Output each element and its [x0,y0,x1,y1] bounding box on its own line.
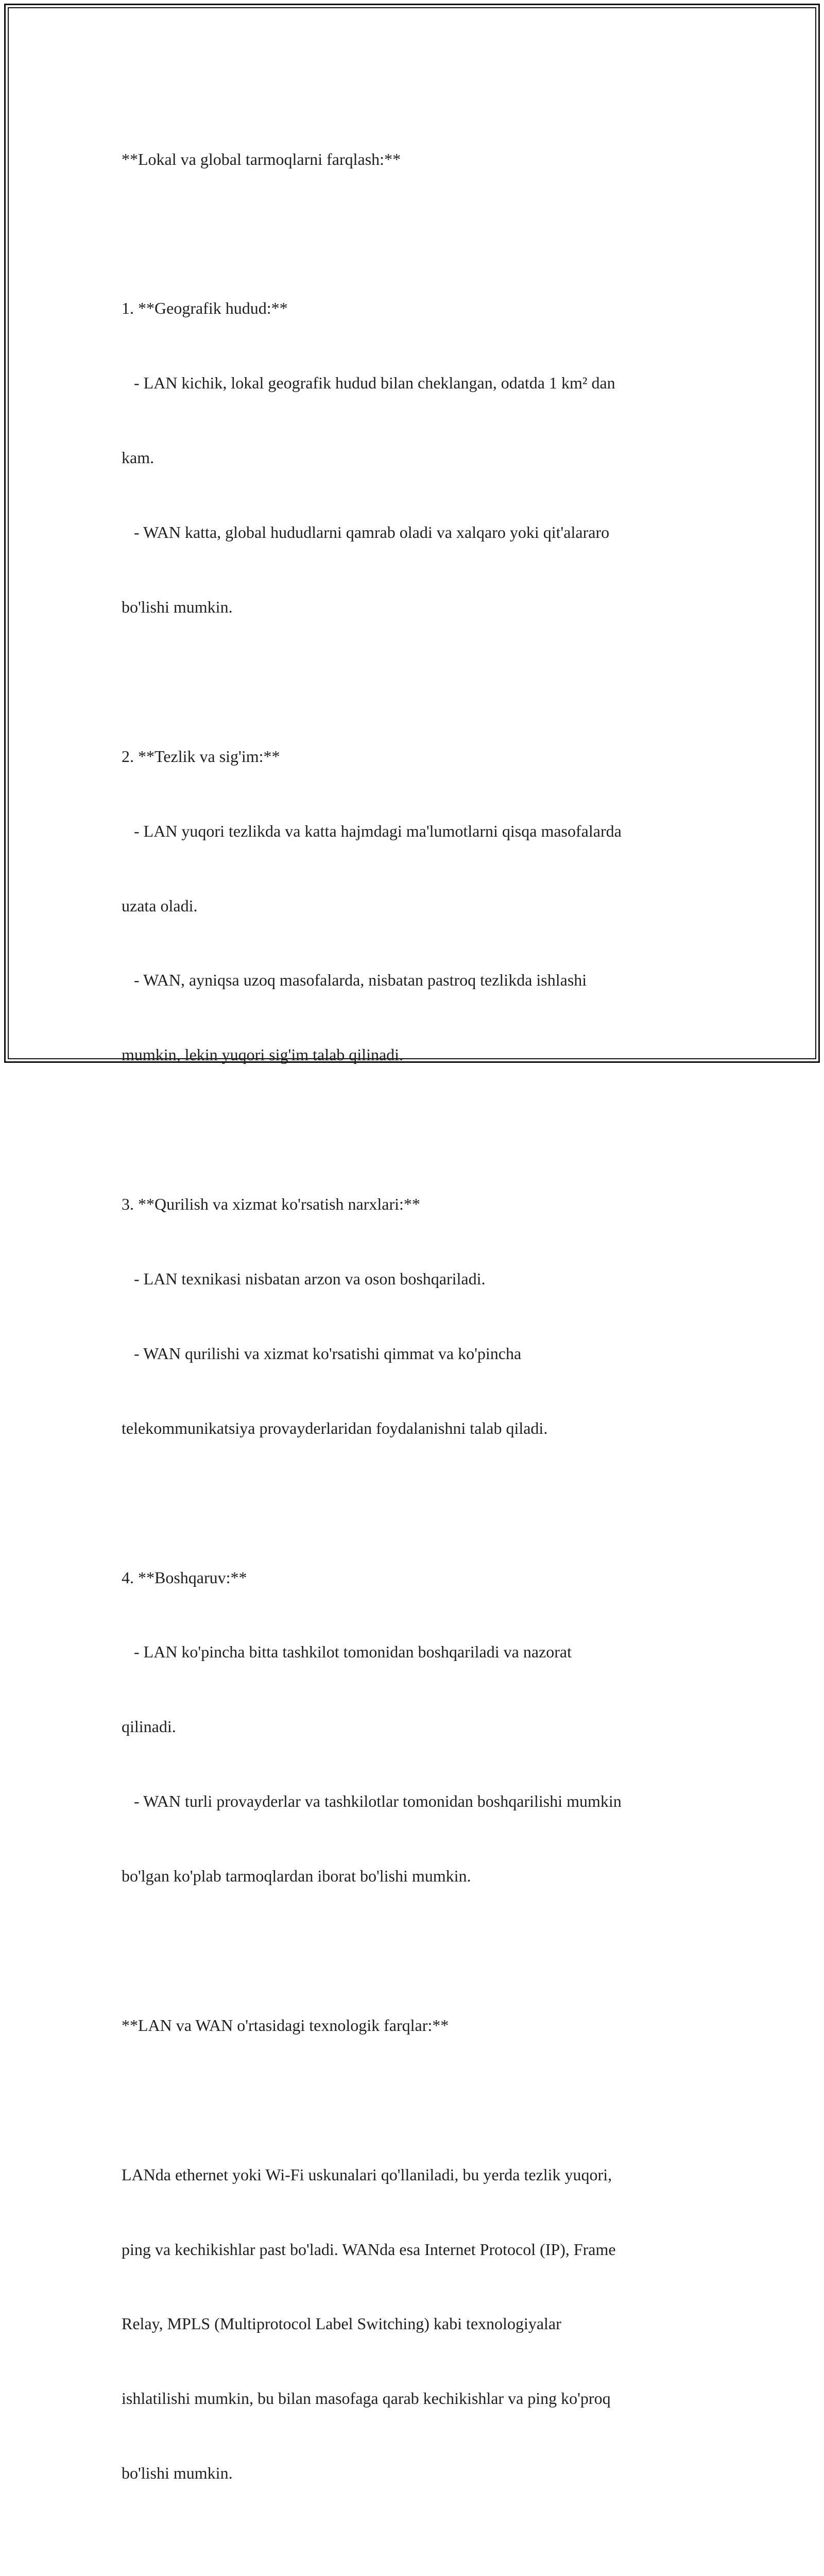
text-line: uzata oladi. [122,896,198,915]
section-heading-boshqaruv: 4. **Boshqaruv:** [122,1568,247,1587]
text-line: - LAN yuqori tezlikda va katta hajmdagi ma'lumotlarni qisqa masofalarda [122,821,622,840]
text-line: bo'lgan ko'plab tarmoqlardan iborat bo'lishi mumkin. [122,1867,471,1886]
text-line: - WAN katta, global hududlarni qamrab oladi va xalqaro yoki qit'alararo [122,523,610,542]
text-line: ishlatilishi mumkin, bu bilan masofaga qarab kechikishlar va ping ko'proq [122,2389,611,2408]
blank-line [122,221,703,246]
text-line: bo'lishi mumkin. [122,2464,233,2483]
document-body [122,97,703,2576]
section-heading-texnologik-farqlar: **LAN va WAN o'rtasidagi texnologik farqlar:** [122,2015,449,2035]
text-line: - LAN texnikasi nisbatan arzon va oson boshqariladi. [122,1269,486,1288]
text-line: mumkin, lekin yuqori sig'im talab qilinadi. [122,1045,404,1064]
blank-line [122,1490,703,1515]
text-line: - WAN, ayniqsa uzoq masofalarda, nisbatan pastroq tezlikda ishlashi [122,971,587,990]
text-line: - WAN qurilishi va xizmat ko'rsatishi qimmat va ko'pincha [122,1344,522,1363]
blank-line [122,1117,703,1142]
text-line: LANda ethernet yoki Wi-Fi uskunalari qo'llaniladi, bu yerda tezlik yuqori, [122,2165,612,2184]
text-line: - LAN ko'pincha bitta tashkilot tomonidan boshqariladi va nazorat [122,1642,572,1662]
document-heading: **Lokal va global tarmoqlarni farqlash:** [122,149,401,168]
text-line: telekommunikatsiya provayderlaridan foydalanishni talab qiladi. [122,1418,548,1437]
text-line: kam. [122,448,154,467]
blank-line [122,669,703,694]
blank-line [122,2535,703,2560]
text-line: - WAN turli provayderlar va tashkilotlar tomonidan boshqarilishi mumkin [122,1792,622,1811]
blank-line [122,1938,703,1963]
section-heading-tezlik: 2. **Tezlik va sig'im:** [122,747,280,766]
text-line: qilinadi. [122,1717,176,1736]
blank-line [122,2088,703,2112]
text-line: - LAN kichik, lokal geografik hudud bilan cheklangan, odatda 1 km² dan [122,374,615,393]
text-line: bo'lishi mumkin. [122,597,233,616]
section-heading-qurilish: 3. **Qurilish va xizmat ko'rsatish narxlari:** [122,1195,420,1214]
section-heading-geografik-hudud: 1. **Geografik hudud:** [122,299,288,318]
text-line: Relay, MPLS (Multiprotocol Label Switching) kabi texnologiyalar [122,2314,561,2333]
text-line: ping va kechikishlar past bo'ladi. WANda esa Internet Protocol (IP), Frame [122,2240,616,2259]
